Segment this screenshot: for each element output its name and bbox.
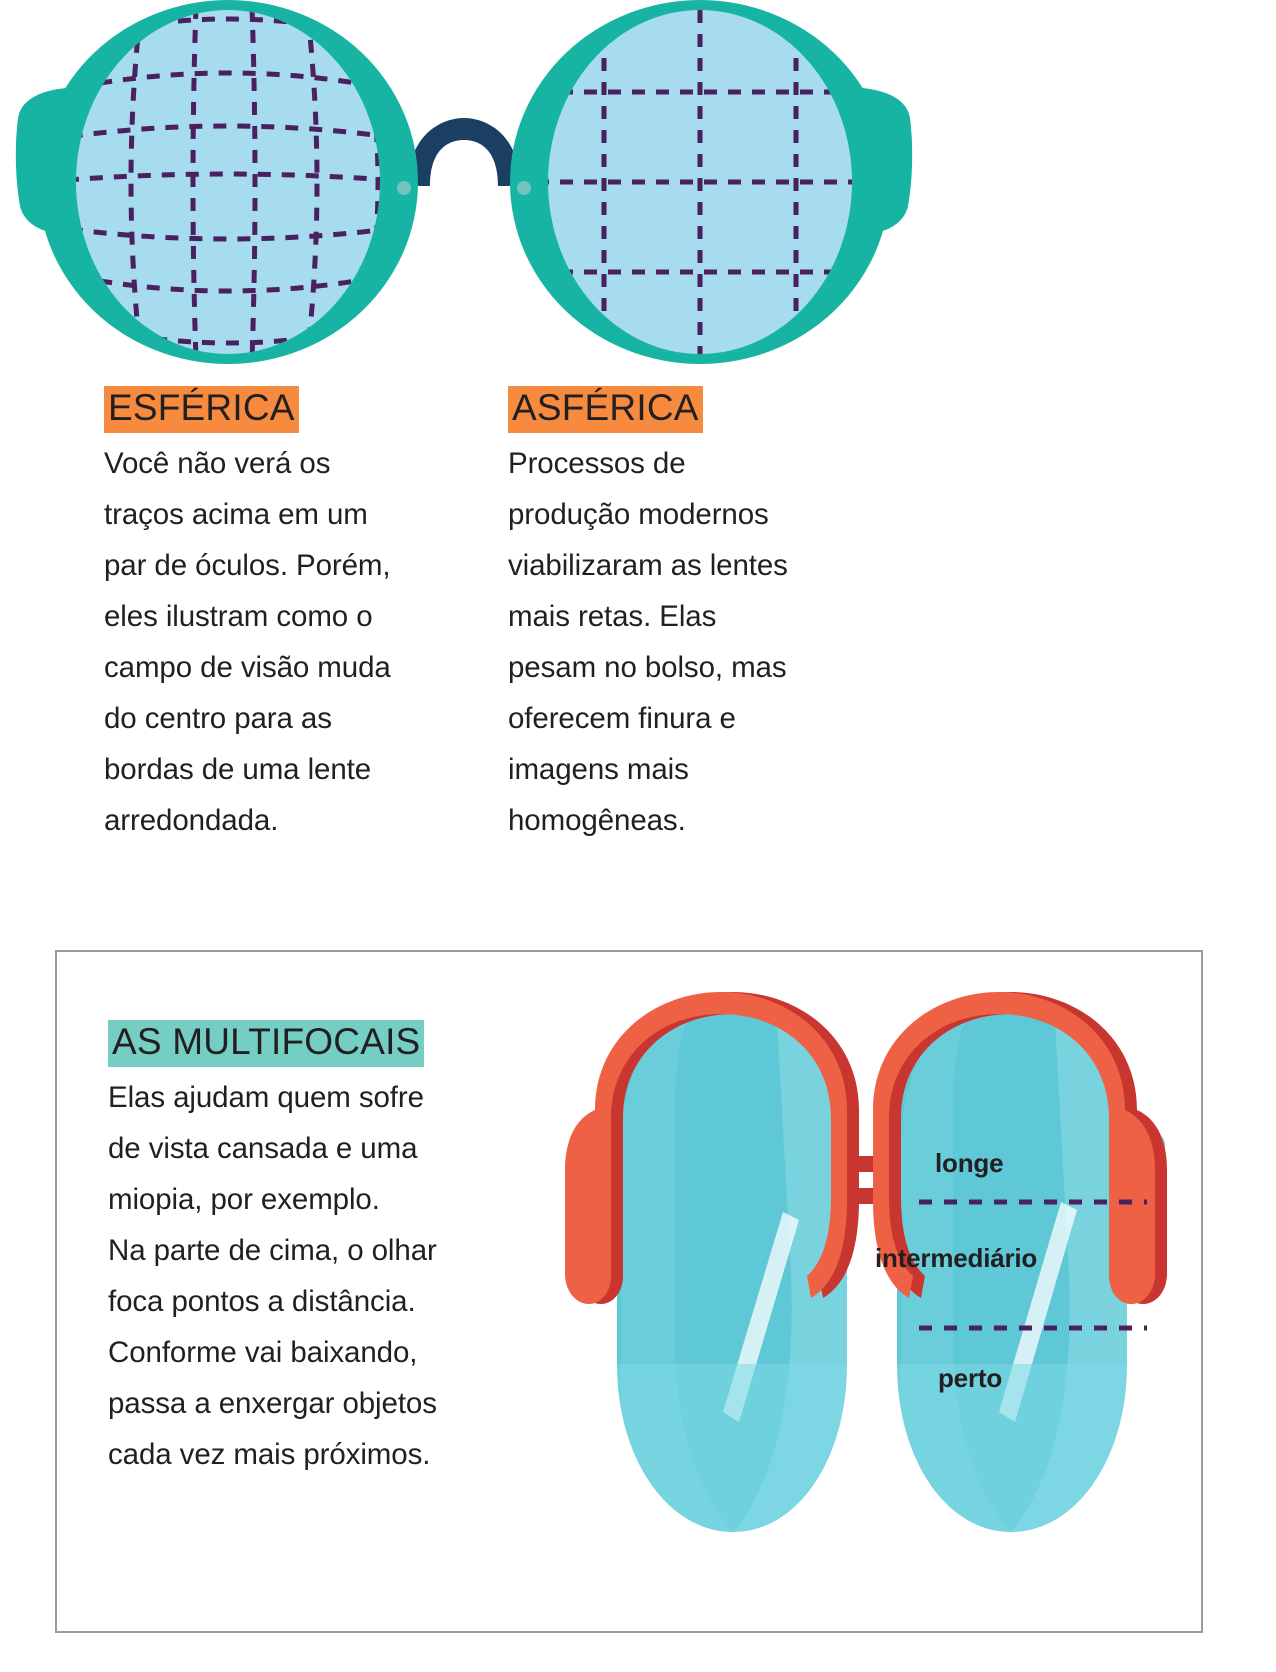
lens-zone-label-intermediario: intermediário bbox=[875, 1243, 1038, 1273]
text-line: bordas de uma lente bbox=[104, 752, 372, 786]
text-line: Processos de bbox=[508, 446, 686, 480]
left-lens bbox=[617, 1000, 847, 1532]
body-esferica bbox=[104, 438, 464, 846]
text-line: traços acima em um bbox=[104, 497, 368, 531]
text-line: mais retas. Elas bbox=[508, 599, 717, 633]
text-line: eles ilustram como o bbox=[104, 599, 373, 633]
multifocal-panel bbox=[55, 950, 1203, 1633]
text-line: cada vez mais próximos. bbox=[108, 1437, 431, 1471]
eyeglasses-comparison-illustration bbox=[0, 0, 1276, 370]
section-multifocais bbox=[108, 1020, 538, 1480]
text-line: Conforme vai baixando, bbox=[108, 1335, 418, 1369]
text-line: produção modernos bbox=[508, 497, 769, 531]
text-line: foca pontos a distância. bbox=[108, 1284, 416, 1318]
text-line: Você não verá os bbox=[104, 446, 331, 480]
text-line: viabilizaram as lentes bbox=[508, 548, 788, 582]
text-line: Na parte de cima, o olhar bbox=[108, 1233, 437, 1267]
multifocal-eyeglasses-illustration bbox=[547, 992, 1187, 1552]
text-line: arredondada. bbox=[104, 803, 279, 837]
section-esferica bbox=[104, 386, 464, 846]
left-hinge-dot bbox=[397, 181, 411, 195]
kicker-esferica: ESFÉRICA bbox=[104, 386, 299, 433]
text-line: Elas ajudam quem sofre bbox=[108, 1080, 424, 1114]
bridge bbox=[408, 118, 520, 186]
lens-zone-label-longe: longe bbox=[935, 1148, 1004, 1178]
text-line: de vista cansada e uma bbox=[108, 1131, 418, 1165]
kicker-asferica: ASFÉRICA bbox=[508, 386, 703, 433]
section-asferica bbox=[508, 386, 868, 846]
text-line: passa a enxergar objetos bbox=[108, 1386, 437, 1420]
body-multifocais bbox=[108, 1072, 538, 1480]
kicker-multifocais: AS MULTIFOCAIS bbox=[108, 1020, 424, 1067]
text-line: oferecem finura e bbox=[508, 701, 736, 735]
lens-zone-label-perto: perto bbox=[938, 1363, 1003, 1393]
body-asferica bbox=[508, 438, 868, 846]
text-line: miopia, por exemplo. bbox=[108, 1182, 380, 1216]
left-frame-ring bbox=[38, 0, 418, 364]
right-hinge-dot bbox=[517, 181, 531, 195]
text-line: do centro para as bbox=[104, 701, 332, 735]
text-line: par de óculos. Porém, bbox=[104, 548, 391, 582]
text-line: homogêneas. bbox=[508, 803, 686, 837]
text-line: campo de visão muda bbox=[104, 650, 391, 684]
text-line: pesam no bolso, mas bbox=[508, 650, 787, 684]
text-line: imagens mais bbox=[508, 752, 689, 786]
